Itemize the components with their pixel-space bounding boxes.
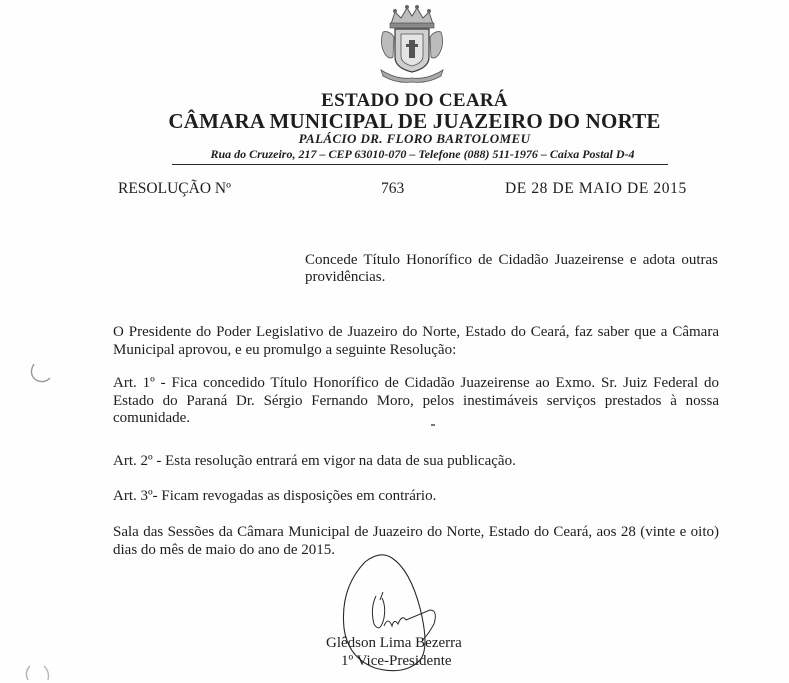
ink-speck	[431, 424, 435, 426]
article-3: Art. 3º- Ficam revogadas as disposições em contrário.	[113, 488, 437, 504]
signatory-name: Glêdson Lima Bezerra	[326, 635, 462, 651]
institution-heading: CÂMARA MUNICIPAL DE JUAZEIRO DO NORTE	[168, 109, 661, 133]
building-subheading: PALÁCIO DR. FLORO BARTOLOMEU	[298, 131, 531, 146]
punch-hole-mark-icon	[20, 662, 56, 683]
resolution-number: 763	[381, 180, 405, 197]
address-line: Rua do Cruzeiro, 217 – CEP 63010-070 – Telefone (088) 511-1976 – Caixa Postal D-4	[210, 147, 635, 161]
article-2: Art. 2º - Esta resolução entrará em vigor na data de sua publicação.	[113, 453, 516, 469]
ementa-summary: Concede Título Honorífico de Cidadão Juazeirense e adota outras providências.	[305, 252, 718, 285]
resolution-date: DE 28 DE MAIO DE 2015	[505, 180, 687, 197]
resolution-label: RESOLUÇÃO Nº	[118, 180, 231, 197]
intro-paragraph: O Presidente do Poder Legislativo de Juazeiro do Norte, Estado do Ceará, faz saber que a Câmara Municipal aprovou, e eu promulgo a seguinte Resolução:	[113, 324, 719, 358]
coat-of-arms-icon	[377, 2, 447, 84]
article-1: Art. 1º - Fica concedido Título Honorífico de Cidadão Juazeirense ao Exmo. Sr. Juiz Federal do Estado do Paraná Dr. Sérgio Fernando Moro, pelos inestimáveis serviços prestados à nossa comunidade.	[113, 375, 719, 426]
state-heading: ESTADO DO CEARÁ	[321, 90, 508, 111]
header-divider	[172, 164, 668, 165]
signatory-role: 1º Vice-Presidente	[341, 653, 452, 669]
closing-paragraph: Sala das Sessões da Câmara Municipal de Juazeiro do Norte, Estado do Ceará, aos 28 (vinte e oito) dias do mês de maio do ano de 2015.	[113, 524, 719, 558]
punch-hole-mark-icon	[26, 360, 54, 386]
